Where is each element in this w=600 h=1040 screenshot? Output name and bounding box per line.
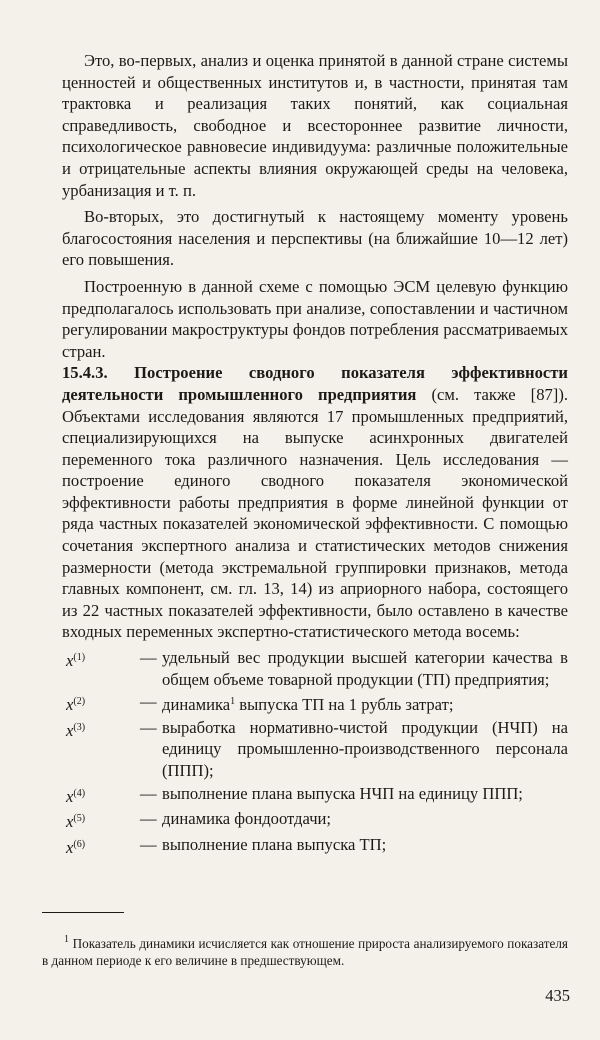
- section-body: Объектами исследования являются 17 промышленных предприятий, специализирующихся на выпуске асинхронных двигателей переменного тока различного назначения. Цель исследования — построение единого сводного показателя экономической эффективности работы предприятия в форме линейной функции от ряда частных показателей экономической эффективности. С помощью сочетания экспертного анализа и статистических методов снижения размерности (метода экстремальной группировки признаков, метода главных компонент, см. гл. 13, 14) из априорного набора, состоящего из 22 частных показателей эффективности, было оставлено в качестве входных переменных экспертно-статистического метода восемь:: [62, 406, 568, 642]
- footnote-ref: 1: [230, 696, 236, 708]
- list-item-text: удельный вес продукции высшей категории качества в общем объеме товарной продукции (ТП) предприятия;: [162, 648, 568, 689]
- variable-symbol: $x^{(4)}$: [66, 786, 86, 806]
- variable-symbol: $x^{(5)}$: [66, 812, 86, 832]
- list-item: $x^{(1)}$ — удельный вес продукции высшей категории качества в общем объеме товарной продукции (ТП) предприятия;: [62, 647, 568, 690]
- list-item: $x^{(6)}$ — выполнение плана выпуска ТП;: [62, 834, 568, 859]
- footnote-mark: 1: [64, 934, 69, 946]
- variable-symbol: $x^{(3)}$: [66, 720, 86, 740]
- variable-symbol: $x^{(1)}$: [66, 651, 86, 671]
- list-item: $x^{(3)}$ — выработка нормативно-чистой продукции (НЧП) на единицу промышленно-производственного персонала (ППП);: [62, 717, 568, 782]
- paragraph-1: Это, во-первых, анализ и оценка принятой в данной стране системы ценностей и общественных институтов и, в частности, принятая там трактовка и реализация таких понятий, как социальная справедливость, свободное и всестороннее развитие личности, психологическое равновесие индивидуума: различные положительные и отрицательные аспекты влияния окружающей среды на человека, урбанизация и т. п.: [62, 51, 568, 200]
- list-item-text: выработка нормативно-чистой продукции (НЧП) на единицу промышленно-производственного персонала (ППП);: [162, 717, 568, 780]
- main-text: [62, 50, 568, 859]
- list-item: $x^{(2)}$ — динамика$^1$ выпуска ТП на 1 рубль затрат;: [62, 691, 568, 716]
- footnote: [42, 931, 568, 969]
- section-heading: [62, 362, 568, 643]
- variable-list: [62, 647, 568, 858]
- footnote-divider: [42, 912, 124, 913]
- list-item-text: динамика фондоотдачи;: [162, 809, 332, 829]
- section-ref: (см. также [87]).: [431, 384, 568, 404]
- page-number: 435: [545, 986, 570, 1005]
- section-number: 15.4.3.: [62, 363, 108, 383]
- variable-symbol: $x^{(6)}$: [66, 837, 86, 857]
- footnote-text: Показатель динамики исчисляется как отношение прироста анализируемого показателя в данном периоде к его величине в предшествующем.: [42, 936, 568, 969]
- list-item-text: динамика$^1$ выпуска ТП на 1 рубль затрат;: [162, 695, 454, 715]
- list-item: $x^{(4)}$ — выполнение плана выпуска НЧП на единицу ППП;: [62, 783, 568, 808]
- list-item: $x^{(5)}$ — динамика фондоотдачи;: [62, 808, 568, 833]
- variable-symbol: $x^{(2)}$: [66, 695, 86, 715]
- paragraph-3: Построенную в данной схеме с помощью ЭСМ целевую функцию предполагалось использовать при анализе, сопоставлении и частичном регулировании макроструктуры фондов потребления рассматриваемых стран.: [62, 276, 568, 361]
- list-item-text: выполнение плана выпуска НЧП на единицу ППП;: [162, 783, 523, 803]
- paragraph-2: Во-вторых, это достигнутый к настоящему моменту уровень благосостояния населения и перспективы (на ближайшие 10—12 лет) его повышения.: [62, 207, 568, 270]
- section-title: Построение сводного показателя эффективности деятельности промышленного предприятия: [62, 363, 568, 404]
- list-item-text: выполнение плана выпуска ТП;: [162, 834, 387, 854]
